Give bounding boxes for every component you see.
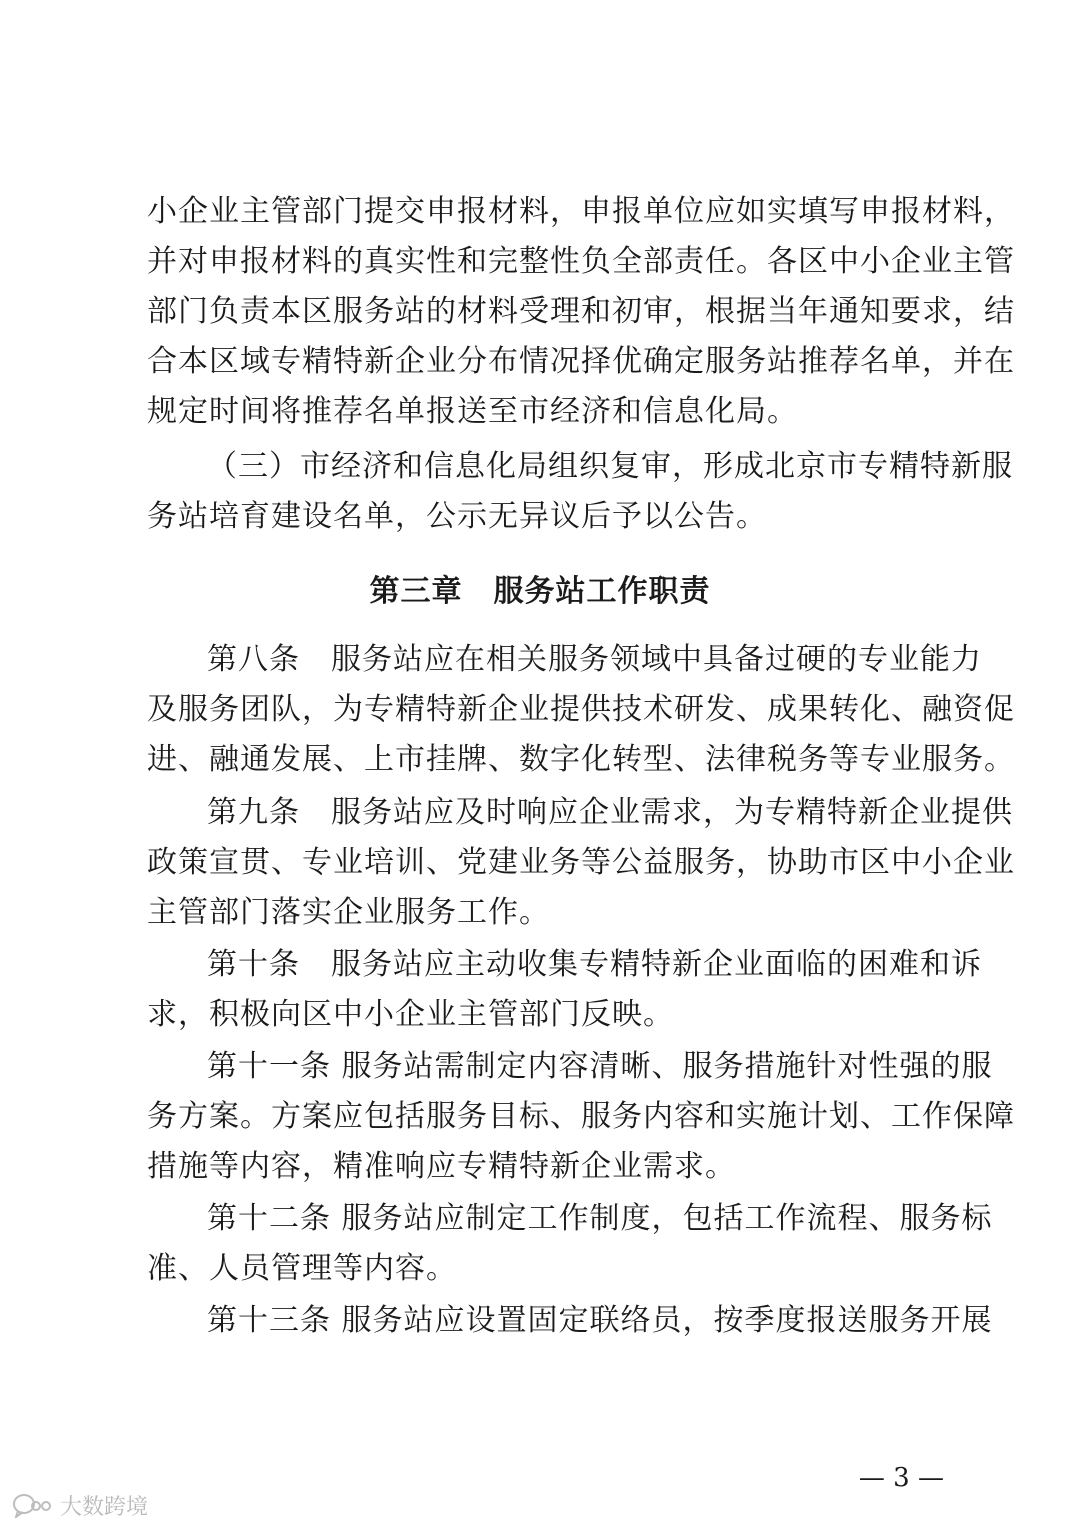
watermark [12,1490,148,1520]
body-line: 主管部门落实企业服务工作。 [147,895,550,930]
body-line: 进、融通发展、上市挂牌、数字化转型、法律税务等专业服务。 [147,742,1015,777]
chapter-heading: 第三章 服务站工作职责 [369,574,711,609]
body-line: 求，积极向区中小企业主管部门反映。 [147,997,674,1032]
body-line: 务站培育建设名单，公示无异议后予以公告。 [147,499,767,534]
body-line: 规定时间将推荐名单报送至市经济和信息化局。 [147,394,798,429]
body-line: 并对申报材料的真实性和完整性负全部责任。各区中小企业主管 [147,244,1015,279]
page-number: — 3 — [858,1463,944,1493]
body-line: 小企业主管部门提交申报材料，申报单位应如实填写申报材料， [147,194,1015,229]
body-line: 政策宣贯、专业培训、党建业务等公益服务，协助市区中小企业 [147,845,1015,880]
body-line: 第十二条 服务站应制定工作制度，包括工作流程、服务标 [207,1201,993,1236]
body-line: 合本区域专精特新企业分布情况择优确定服务站推荐名单，并在 [147,344,1015,379]
body-line: 准、人员管理等内容。 [147,1251,457,1286]
body-line: 措施等内容，精准响应专精特新企业需求。 [147,1149,736,1184]
body-line: 第八条 服务站应在相关服务领域中具备过硬的专业能力 [207,642,982,677]
body-line: 及服务团队，为专精特新企业提供技术研发、成果转化、融资促 [147,692,1015,727]
body-line: （三）市经济和信息化局组织复审，形成北京市专精特新服 [207,449,1013,484]
chat-bubble-icon [12,1492,54,1518]
body-line: 第十条 服务站应主动收集专精特新企业面临的困难和诉 [207,947,982,982]
body-line: 第十一条 服务站需制定内容清晰、服务措施针对性强的服 [207,1049,993,1084]
body-line: 务方案。方案应包括服务目标、服务内容和实施计划、工作保障 [147,1099,1015,1134]
watermark-text: 大数跨境 [60,1494,149,1520]
body-line: 第九条 服务站应及时响应企业需求，为专精特新企业提供 [207,795,1013,830]
body-line: 部门负责本区服务站的材料受理和初审，根据当年通知要求，结 [147,294,1015,329]
body-line: 第十三条 服务站应设置固定联络员，按季度报送服务开展 [207,1303,993,1338]
